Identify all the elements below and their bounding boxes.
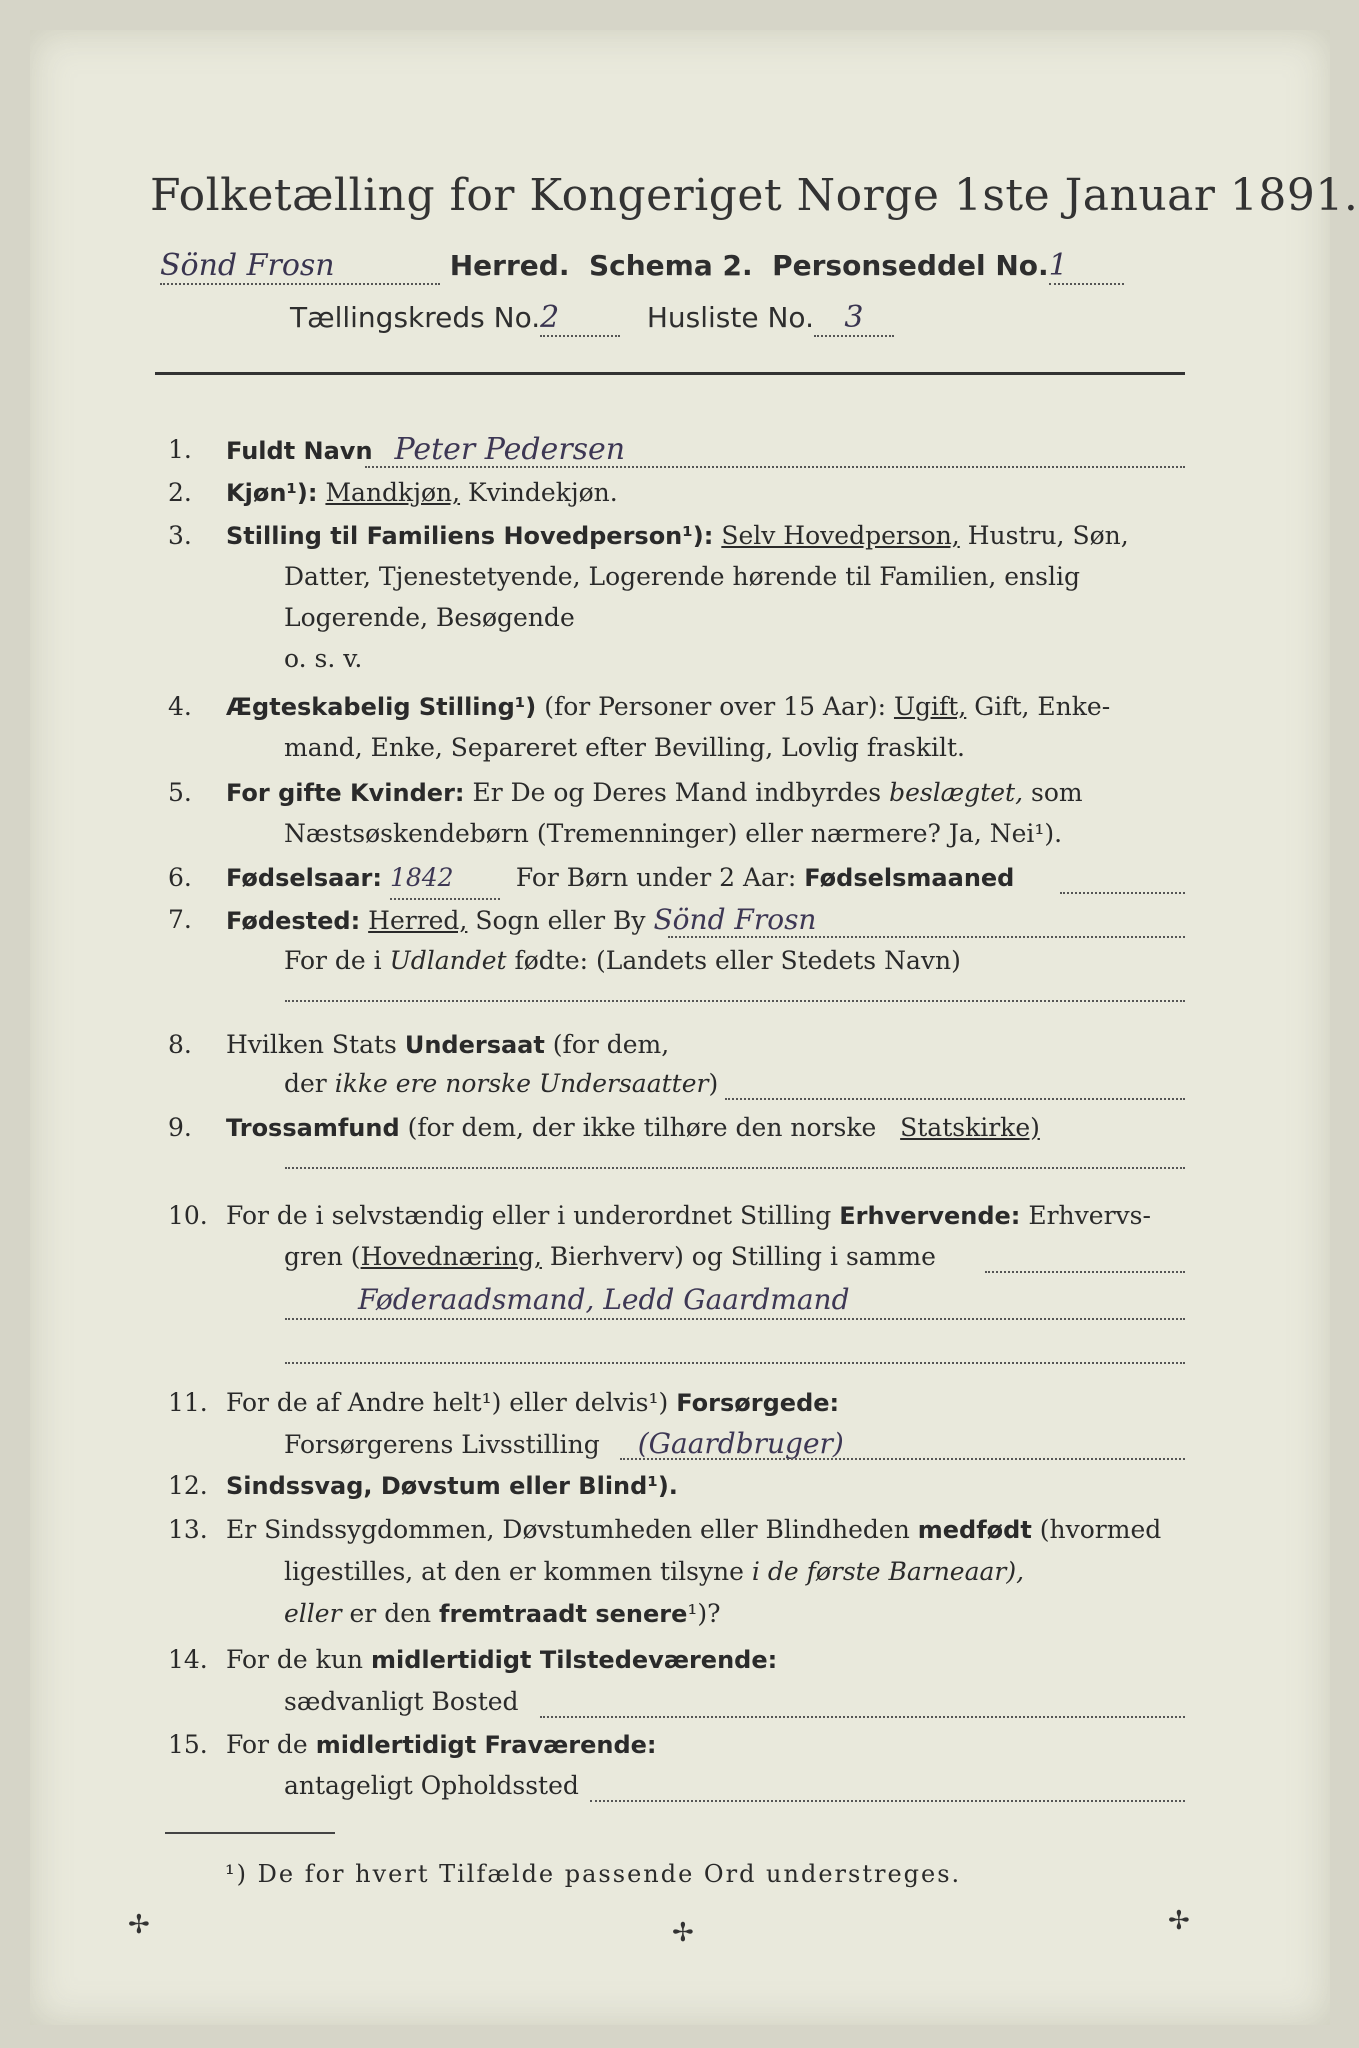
fill-line (285, 1318, 1185, 1320)
item-text: er den (349, 1599, 432, 1628)
header-divider (155, 372, 1185, 375)
item-label: Kjøn¹): (226, 479, 318, 507)
registration-mark-icon: ✢ (672, 1918, 694, 1948)
item-text: Er De og Deres Mand indbyrdes (472, 778, 882, 807)
selected-option: Mandkjøn, (325, 478, 461, 507)
item-text: For de kun (226, 1645, 364, 1674)
item-text: eller (284, 1599, 342, 1628)
item-label: Stilling til Familiens Hovedperson¹): (226, 522, 714, 550)
item-number: 8. (168, 1030, 192, 1059)
fill-line (725, 1098, 1185, 1100)
item-number: 1. (168, 435, 192, 464)
item-label: Fødselsmaaned (804, 864, 1015, 892)
item-label: medfødt (917, 1516, 1032, 1544)
personseddel-label: Personseddel No. (772, 249, 1049, 282)
selected-option: Hovednæring, (360, 1242, 542, 1271)
full-name-value: Peter Pedersen (394, 432, 626, 467)
item-label: Fødested: (226, 907, 361, 935)
occupation-value: Føderaadsmand, Ledd Gaardmand (358, 1283, 850, 1316)
option-text: mand, Enke, Separeret efter Bevilling, Lovlig fraskilt. (284, 733, 965, 762)
item-number: 13. (168, 1515, 208, 1544)
item-text: fødte: (Landets eller Stedets Navn) (514, 946, 961, 975)
footnote-divider (165, 1832, 335, 1834)
registration-mark-icon: ✢ (128, 1910, 150, 1940)
item-text: antageligt Opholdssted (284, 1771, 579, 1800)
item-number: 9. (168, 1113, 192, 1142)
item-text: som (1030, 778, 1083, 807)
item-text: Er Sindssygdommen, Døvstumheden eller Blindheden (226, 1515, 910, 1544)
item-text: (for dem, (552, 1030, 670, 1059)
fill-line (668, 936, 1185, 938)
fill-line (285, 1362, 1185, 1364)
item-text: (hvormed (1039, 1515, 1162, 1544)
item-number: 5. (168, 778, 192, 807)
option-text: Logerende, Besøgende (284, 603, 575, 632)
item-text: ikke ere norske Undersaatter (334, 1069, 709, 1098)
item-number: 12. (168, 1471, 208, 1500)
item-text: Hvilken Stats (226, 1030, 397, 1059)
item-text: Udlandet (389, 946, 507, 975)
item-label: Fødselsaar: (226, 864, 382, 892)
item-text: sædvanligt Bosted (284, 1687, 519, 1716)
fill-line (590, 1800, 1185, 1802)
schema-label: Schema 2. (588, 249, 753, 282)
husliste-value: 3 (814, 300, 894, 337)
item-text: ligestilles, at den er kommen tilsyne (284, 1557, 744, 1586)
item-text: (for Personer over 15 Aar): (544, 692, 887, 721)
item-text: (for dem, der ikke tilhøre den norske (407, 1113, 877, 1142)
selected-option: Ugift, (893, 692, 967, 721)
option: Kvindekjøn. (468, 478, 618, 507)
personseddel-value: 1 (1049, 248, 1124, 285)
item-text: Forsørgerens Livsstilling (284, 1430, 600, 1459)
item-label: Forsørgede: (676, 1389, 840, 1417)
item-label: midlertidigt Tilstedeværende: (370, 1646, 778, 1674)
item-text: ¹)? (687, 1599, 721, 1628)
birth-year-value: 1842 (390, 858, 500, 900)
kreds-value: 2 (540, 300, 620, 337)
footnote: ¹) De for hvert Tilfælde passende Ord understreges. (225, 1860, 962, 1888)
item-label: Trossamfund (226, 1114, 400, 1142)
item-text: For de i selvstændig eller i underordnet Stilling (226, 1201, 832, 1230)
option-text: Hustru, Søn, (967, 521, 1129, 550)
item-text: Sogn eller By (475, 906, 646, 935)
item-label: Undersaat (404, 1031, 545, 1059)
item-text: For de (226, 1730, 308, 1759)
item-text: gren ( (284, 1242, 361, 1271)
kreds-line (290, 300, 894, 337)
fill-line (285, 1000, 1185, 1002)
item-label: Erhvervende: (839, 1202, 1021, 1230)
item-text: Erhvervs- (1028, 1201, 1151, 1230)
item-number: 7. (168, 905, 192, 934)
birthplace-value: Sönd Frosn (653, 903, 817, 936)
fill-line (540, 1716, 1185, 1718)
provider-value: (Gaardbruger) (637, 1427, 844, 1460)
fill-line (1060, 892, 1185, 894)
item-label: For gifte Kvinder: (226, 779, 465, 807)
item-text: For Børn under 2 Aar: (515, 863, 797, 892)
item-text: For de af Andre helt¹) eller delvis¹) (226, 1388, 669, 1417)
fill-line (365, 466, 1185, 468)
item-number: 15. (168, 1730, 208, 1759)
option-text: o. s. v. (284, 644, 363, 673)
item-label: Ægteskabelig Stilling¹) (226, 693, 537, 721)
item-label: fremtraadt senere (439, 1600, 688, 1628)
item-number: 4. (168, 692, 192, 721)
herred-value: Sönd Frosn (160, 248, 440, 285)
selected-option: Selv Hovedperson, (721, 521, 960, 550)
option-text: Datter, Tjenestetyende, Logerende hørende til Familien, enslig (284, 562, 1081, 591)
selected-option: Herred, (368, 906, 468, 935)
item-label: midlertidigt Fraværende: (315, 1731, 657, 1759)
selected-option: Statskirke) (900, 1113, 1040, 1142)
item-label: Sindssvag, Døvstum eller Blind¹). (226, 1472, 678, 1500)
item-number: 11. (168, 1388, 208, 1417)
item-number: 2. (168, 478, 192, 507)
item-text: beslægtet, (889, 778, 1024, 807)
item-number: 14. (168, 1645, 208, 1674)
registration-mark-icon: ✢ (1168, 1906, 1190, 1936)
page-title: Folketælling for Kongeriget Norge 1ste Januar 1891. (150, 170, 1359, 221)
fill-line (285, 1167, 1185, 1169)
option-text: Gift, Enke- (974, 692, 1111, 721)
herred-label: Herred. (449, 249, 570, 282)
herred-line (160, 248, 1124, 285)
kreds-label: Tællingskreds No. (290, 301, 541, 334)
item-text: For de i (284, 946, 382, 975)
husliste-label: Husliste No. (646, 301, 814, 334)
item-text: der (284, 1069, 327, 1098)
item-label: Fuldt Navn (226, 437, 373, 465)
item-number: 6. (168, 863, 192, 892)
fill-line (985, 1271, 1185, 1273)
item-text: Bierhverv) og Stilling i samme (549, 1242, 936, 1271)
item-number: 10. (168, 1201, 208, 1230)
item-number: 3. (168, 521, 192, 550)
fill-line (620, 1458, 1185, 1460)
item-text: Næstsøskendebørn (Tremenninger) eller nærmere? Ja, Nei¹). (284, 819, 1063, 848)
item-text: i de første Barneaar), (751, 1557, 1025, 1586)
